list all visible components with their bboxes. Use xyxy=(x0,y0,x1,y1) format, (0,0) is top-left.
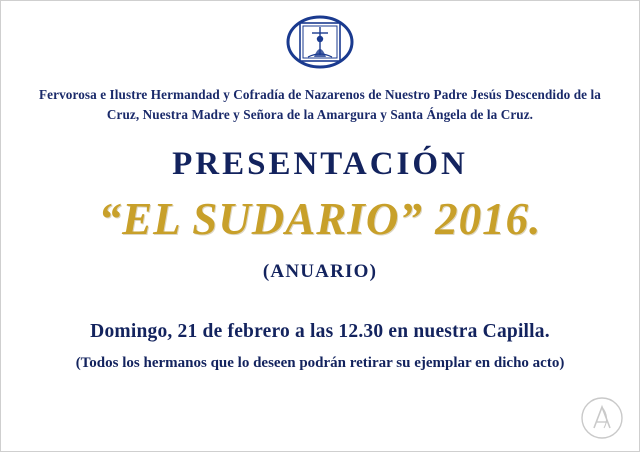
publication-subtitle: (ANUARIO) xyxy=(262,260,378,282)
page-title: PRESENTACIÓN xyxy=(172,145,468,182)
hermandad-crest-icon xyxy=(284,13,356,71)
event-date-line: Domingo, 21 de febrero a las 12.30 en nuestra Capilla. xyxy=(90,320,550,342)
event-note-line: (Todos los hermanos que lo deseen podrán retirar su ejemplar en dicho acto) xyxy=(75,354,565,371)
publication-title: “EL SUDARIO” 2016. xyxy=(98,193,542,244)
brotherhood-name: Fervorosa e Ilustre Hermandad y Cofradía de Nazarenos de Nuestro Padre Jesús Descendido de la Cruz, Nuestra Madre y Señora de la Amargura y Santa Ángela de la Cruz. xyxy=(39,87,601,123)
artist-signature-watermark-icon xyxy=(579,395,625,441)
